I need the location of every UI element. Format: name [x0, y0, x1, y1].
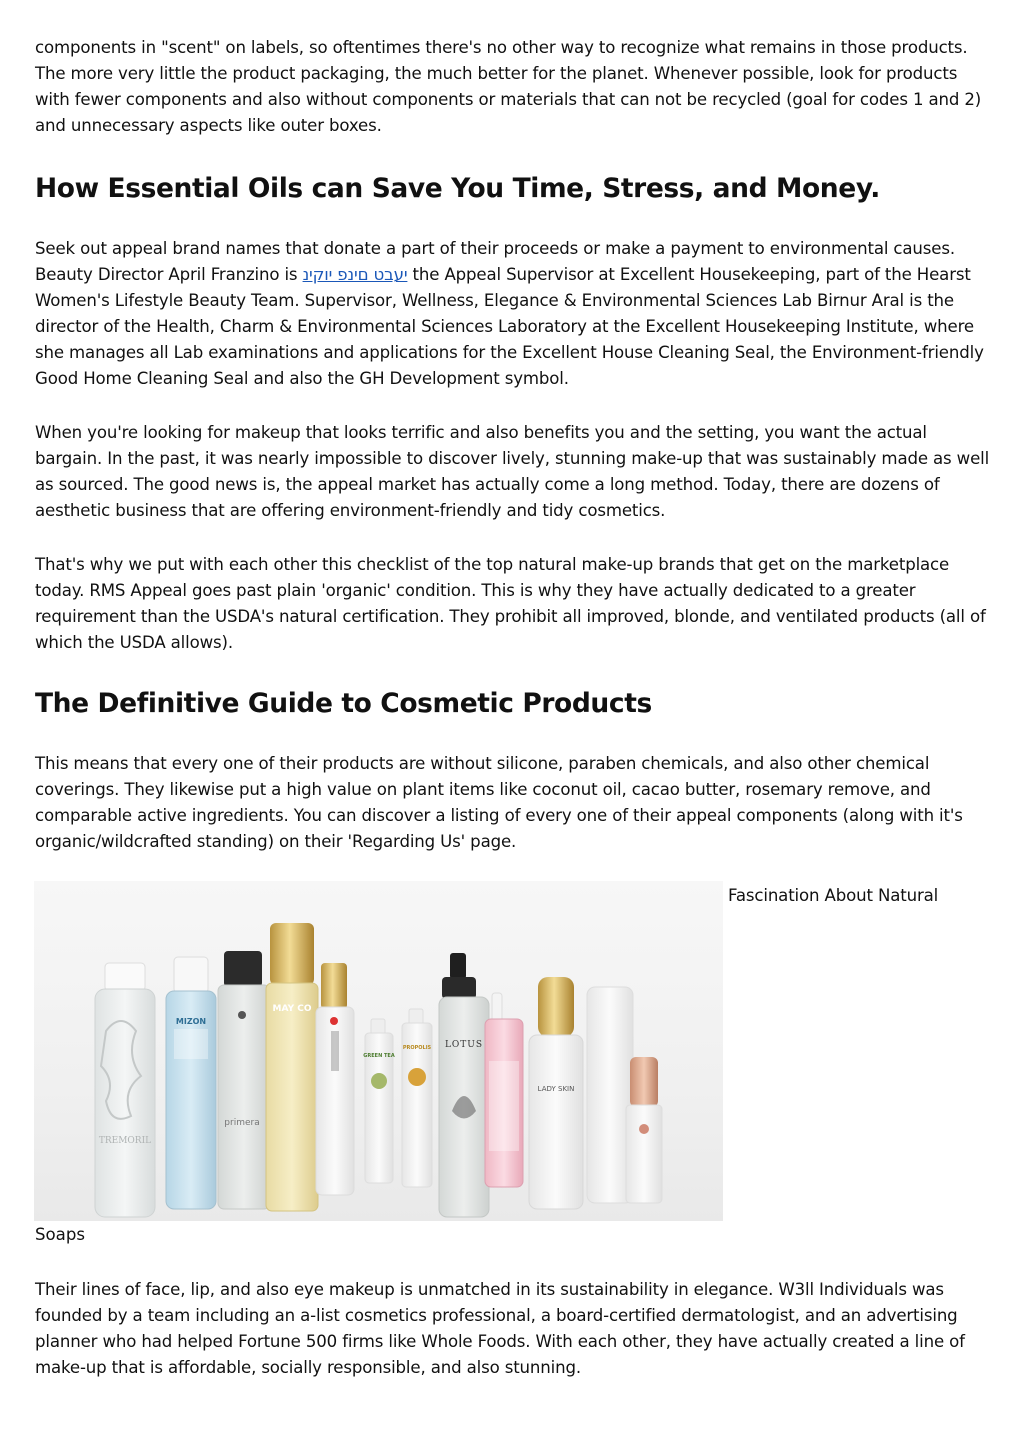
- paragraph-w3ll-people: Their lines of face, lip, and also eye makeup is unmatched in its sustainability in elegance. W3ll Individuals was founded by a team including an a-list cosmetics professional, a board-certified dermatologist, and an advertising planner who had helped Fortune 500 firms like Whole Foods. With each other, they have actually created a line of make-up that is affordable, socially responsible, and also stunning.: [35, 1280, 965, 1377]
- paragraph-text-before-link: Seek out appeal brand names that donate a part of their proceeds or make a payment to environmental causes. Beauty Director April Franzino is: [35, 239, 955, 284]
- image-caption-bottom: Soaps: [35, 1225, 86, 1244]
- paragraph-checklist: That's why we put with each other this checklist of the top natural make-up brands that get on the marketplace today. RMS Appeal goes past plain 'organic' condition. This is why they have actually dedicated to a greater requirement than the USDA's natural certification. They prohibit all improved, blonde, and ventilated products (all of which the USDA allows).: [35, 555, 986, 652]
- green-tea-label: GREEN TEA: [363, 1053, 395, 1059]
- lady-skin-label: LADY SKIN: [537, 1085, 575, 1093]
- paragraph-beauty-director: [35, 236, 995, 392]
- propolis-label: PROPOLIS: [402, 1045, 432, 1051]
- tremoril-bottle: [95, 963, 155, 1217]
- cosmetic-products-photo: [34, 881, 723, 1221]
- lotus-label: LOTUS: [444, 1040, 484, 1050]
- paragraph-makeup-search: When you're looking for makeup that looks terrific and also benefits you and the setting, you want the actual bargain. In the past, it was nearly impossible to discover lively, stunning make-up that was sustainably made as well as sourced. The good news is, the appeal market has actually come a long method. Today, there are dozens of aesthetic business that are offering environment-friendly and tidy cosmetics.: [35, 423, 990, 520]
- heading-essential-oils: How Essential Oils can Save You Time, Stress, and Money.: [35, 173, 880, 204]
- mizon-bottle: [166, 957, 216, 1209]
- rose-gold-bottle: [626, 1057, 662, 1203]
- hebrew-inline-link[interactable]: יעבט םינפ יוקינ: [302, 265, 408, 284]
- pink-serum-bottle: [485, 993, 523, 1187]
- primera-bottle: [218, 951, 270, 1209]
- cosmetic-bottles-illustration: [34, 881, 723, 1221]
- paragraph-text-after-link: the Appeal Supervisor at Excellent Housekeeping, part of the Hearst Women's Lifestyle Beauty Team. Supervisor, Wellness, Elegance & Environmental Sciences Lab Birnur Aral is the director of the Health, Charm & Environmental Sciences Laboratory at the Excellent Housekeeping Institute, where she manages all Lab examinations and applications for the Excellent House Cleaning Seal, the Environment-friendly Good Home Cleaning Seal and also the GH Development symbol.: [35, 265, 984, 388]
- may-coop-bottle: [266, 923, 318, 1211]
- propolis-bottle: [402, 1009, 432, 1187]
- may-coop-label: MAY CO: [272, 1004, 312, 1014]
- tremoril-label: TREMORIL: [98, 1136, 152, 1146]
- image-caption-side: Fascination About Natural: [728, 886, 939, 905]
- green-tea-bottle: [363, 1019, 395, 1183]
- heading-definitive-guide: The Definitive Guide to Cosmetic Products: [35, 688, 652, 719]
- mizon-label: MIZON: [175, 1017, 207, 1026]
- primera-label: primera: [224, 1118, 260, 1128]
- paragraph-ingredients: This means that every one of their products are without silicone, paraben chemicals, and also other chemical coverings. They likewise put a high value on plant items like coconut oil, cacao butter, rosemary remove, and comparable active ingredients. You can discover a listing of every one of their appeal components (along with it's organic/wildcrafted standing) on their 'Regarding Us' page.: [35, 754, 963, 851]
- paragraph-packaging: components in "scent" on labels, so oftentimes there's no other way to recognize what remains in those products. The more very little the product packaging, the much better for the planet. Whenever possible, look for products with fewer components and also without components or materials that can not be recycled (goal for codes 1 and 2) and unnecessary aspects like outer boxes.: [35, 38, 982, 135]
